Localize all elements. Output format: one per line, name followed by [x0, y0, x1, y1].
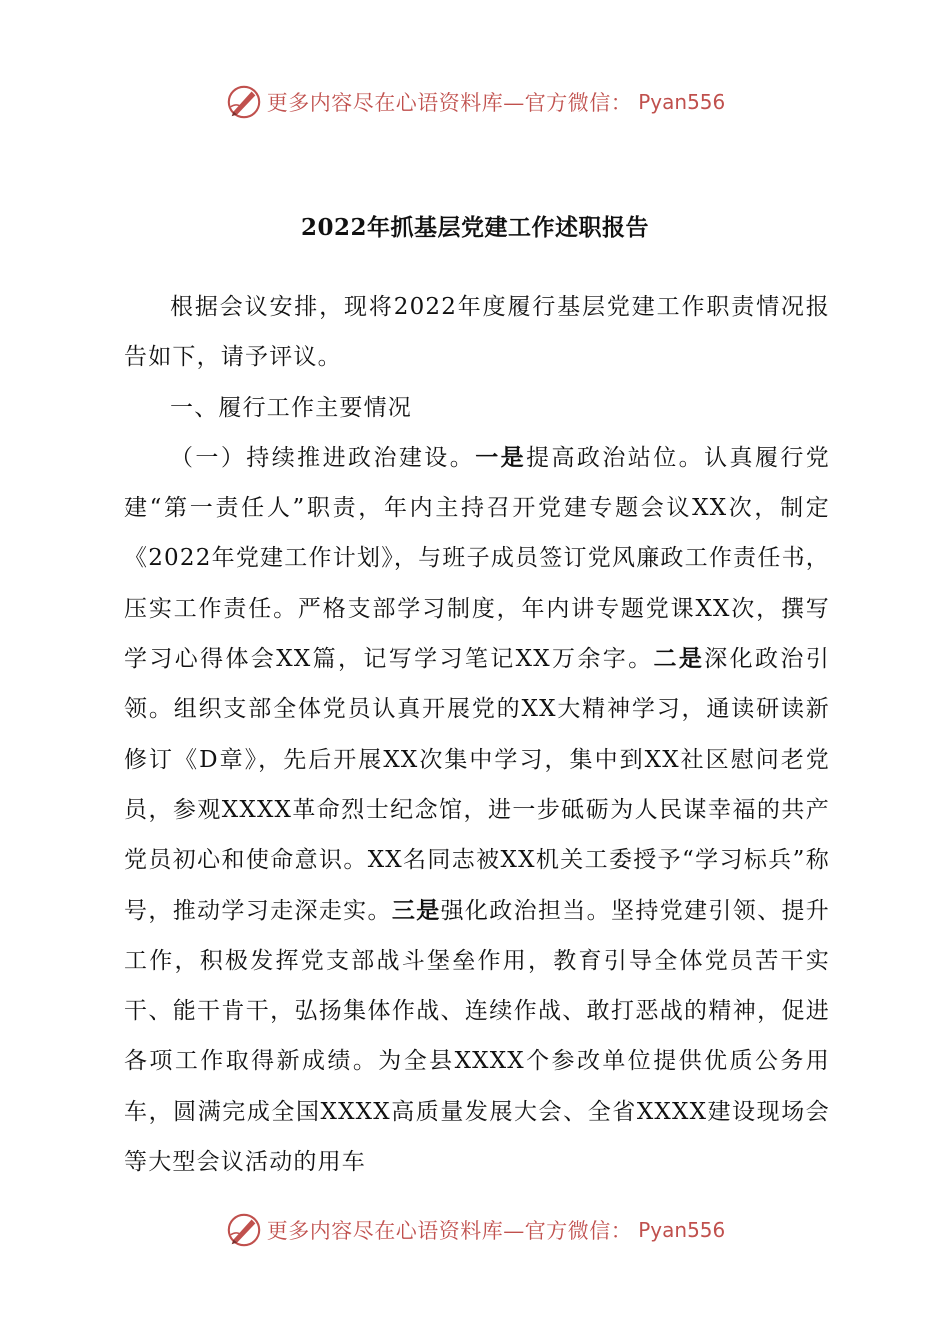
footer-watermark-banner — [0, 1210, 950, 1250]
section-heading: 一、履行工作主要情况 — [170, 394, 412, 421]
document-body — [124, 282, 830, 1187]
watermark-wechat-id: Pyan556 — [638, 90, 726, 114]
point-marker-3: 三是 — [391, 896, 441, 924]
pen-logo-icon — [225, 83, 263, 121]
point-text-2: 深化政治引领。组织支部全体党员认真开展党的XX大精神学习，通读研读新修订《D章》，先后开展XX次集中学习，集中到XX社区慰问老党员，参观XXXX革命烈士纪念馆，进一步砥砺为人民谋幸福的共产党员初心和使命意识。XX名同志被XX机关工委授予“学习标兵”称号，推动学习走深走实。 — [124, 646, 831, 924]
watermark-text: 更多内容尽在心语资料库—官方微信： — [266, 91, 633, 115]
header-watermark-banner — [0, 82, 950, 122]
point-marker-1: 一是 — [475, 443, 527, 471]
point-text-3: 强化政治担当。坚持党建引领、提升工作，积极发挥党支部战斗堡垒作用，教育引导全体党员苦干实干、能干肯干，弘扬集体作战、连续作战、敢打恶战的精神，促进各项工作取得新成绩。为全县XXXX个参改单位提供优质公务用车，圆满完成全国XXXX高质量发展大会、全省XXXX建设现场会等大型会议活动的用车 — [124, 897, 831, 1176]
pen-logo-icon — [225, 1211, 263, 1249]
subsection-title: （一）持续推进政治建设。 — [170, 444, 476, 471]
point-marker-2: 二是 — [653, 645, 705, 673]
intro-paragraph: 根据会议安排，现将2022年度履行基层党建工作职责情况报告如下，请予评议。 — [124, 294, 830, 371]
watermark-text: 更多内容尽在心语资料库—官方微信： — [266, 1219, 633, 1243]
document-title: 2022年抓基层党建工作述职报告 — [300, 214, 649, 241]
section-paragraph — [124, 433, 830, 1187]
point-text-1: 提高政治站位。认真履行党建“第一责任人”职责，年内主持召开党建专题会议XX次，制定《2022年党建工作计划》，与班子成员签订党风廉政工作责任书，压实工作责任。严格支部学习制度，年内讲专题党课XX次，撰写学习心得体会XX篇，记写学习笔记XX万余字。 — [124, 444, 831, 673]
watermark-wechat-id: Pyan556 — [638, 1218, 726, 1242]
